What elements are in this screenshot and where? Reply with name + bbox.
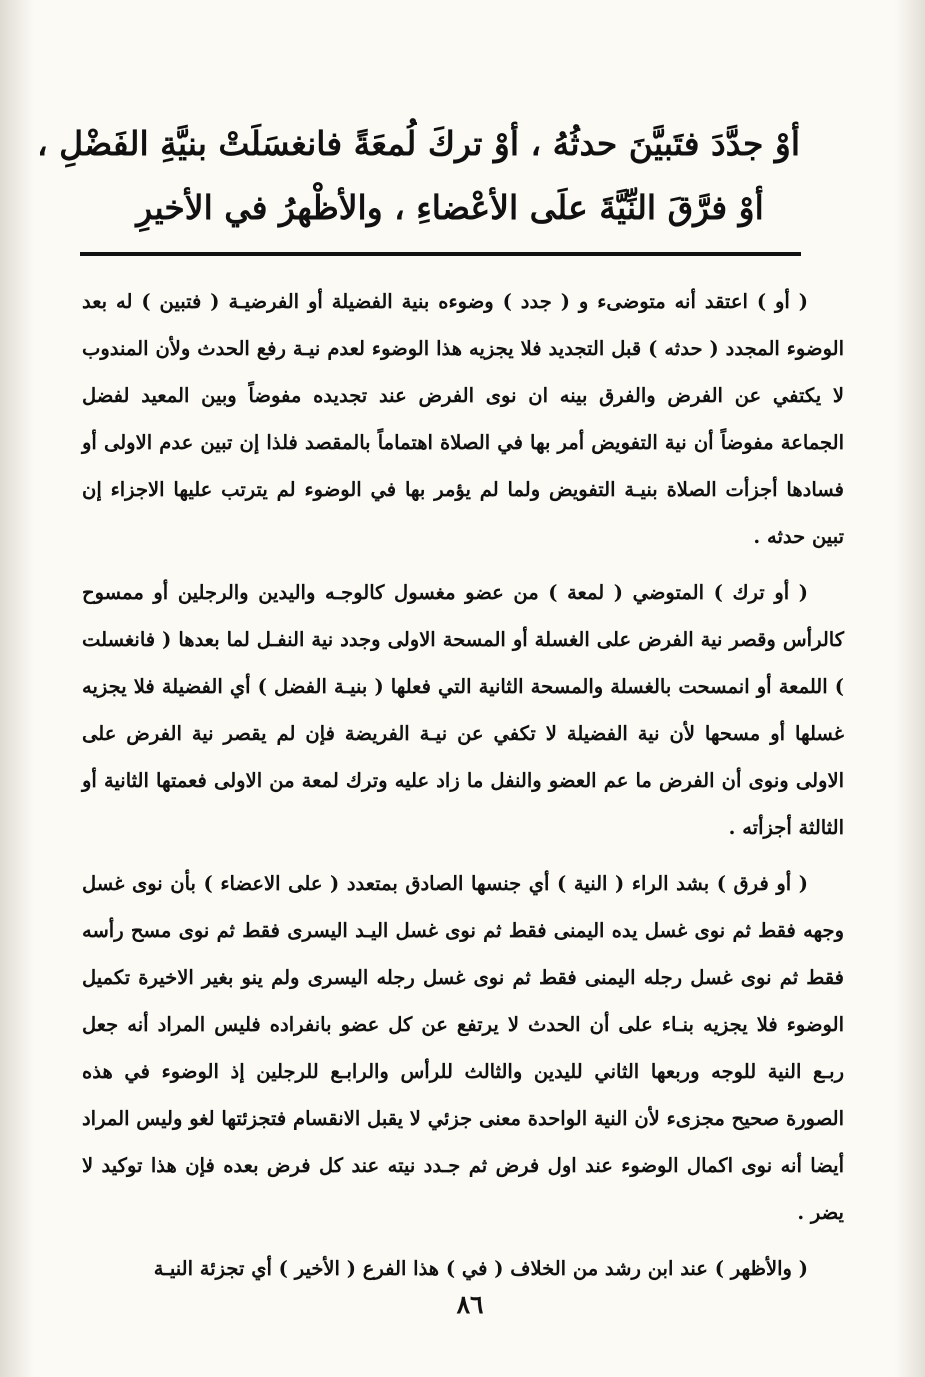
heading-divider (80, 252, 801, 256)
matn-heading (36, 112, 800, 240)
paragraph-4: ( والأظهر ) عند ابن رشد من الخلاف ( في ) هذا الفرع ( الأخير ) أي تجزئة النيـة (153, 1257, 808, 1280)
scan-shadow-right (895, 0, 925, 1377)
paragraph-1: ( أو ) اعتقد أنه متوضىء و ( جدد ) وضوءه بنية الفضيلة أو الفرضيـة ( فتبين ) له بعد الوضوء المجدد ( حدثه ) قبل التجديد فلا يجزيه هذا الوضوء لعدم نيـة رفع الحدث ولأن المندوب لا يكتفي عن الفرض والفرق بينه ان نوى الفرض عند تجديده مفوضاً وبين المعيد لفضل الجماعة مفوضاً أن نية التفويض أمر بها في الصلاة اهتماماً بالمقصد فلذا إن تبين عدم الاولى أو فسادها أجزأت الصلاة بنيـة التفويض ولما لم يؤمر بها في الوضوء لم يترتب عليها الاجزاء إن تبين حدثه . (82, 290, 844, 548)
heading-line-1: أوْ جدَّدَ فتَبيَّنَ حدثُهُ ، أوْ تركَ لُمعَةً فانغسَلَتْ بنيَّةِ الفَضْلِ ، (36, 124, 800, 163)
paragraph-3: ( أو فرق ) بشد الراء ( النية ) أي جنسها الصادق بمتعدد ( على الاعضاء ) بأن نوى غسل وجهه فقط ثم نوى غسل يده اليمنى فقط ثم نوى غسل اليـد اليسرى فقط ثم نوى مسح رأسه فقط ثم نوى غسل رجله اليمنى فقط ثم نوى غسل رجله اليسرى ولم ينو بغير الاخيرة تكميل الوضوء فلا يجزيه بنـاء على أن الحدث لا يرتفع عن كل عضو بانفراده فليس المراد أنه جعل ربـع النية للوجه وربعها الثاني لليدين والثالث للرأس والرابـع للرجلين إذ الوضوء في هذه الصورة صحيح مجزىء لأن النية الواحدة معنى جزئي لا يقبل الانقسام فتجزئتها لغو وليس المراد أيضا أنه نوى اكمال الوضوء عند اول فرض ثم جـدد نيته عند كل فرض بعده فإن هذا توكيد لا يضر . (82, 872, 844, 1224)
paragraph-2: ( أو ترك ) المتوضي ( لمعة ) من عضو مغسول كالوجـه واليدين والرجلين أو ممسوح كالرأس وقصر نية الفرض على الغسلة أو المسحة الاولى وجدد نية النفـل لما بعدها ( فانغسلت ) اللمعة أو انمسحت بالغسلة والمسحة الثانية التي فعلها ( بنيـة الفضل ) أي الفضيلة فلا يجزيه غسلها أو مسحها لأن نية الفضيلة لا تكفي عن نيـة الفريضة فإن لم يقصر نية الفرض على الاولى ونوى أن الفرض ما عم العضو والنفل ما زاد عليه وترك لمعة من الاولى فعمتها الثانية أو الثالثة أجزأته . (82, 581, 844, 839)
page-number: ٨٦ (456, 1290, 484, 1319)
commentary-text (82, 278, 844, 1292)
heading-line-2: أوْ فرَّقَ النِّيَّةَ علَى الأعْضاءِ ، والأظْهرُ في الأخيرِ (136, 188, 764, 227)
scan-shadow-left (0, 0, 34, 1377)
